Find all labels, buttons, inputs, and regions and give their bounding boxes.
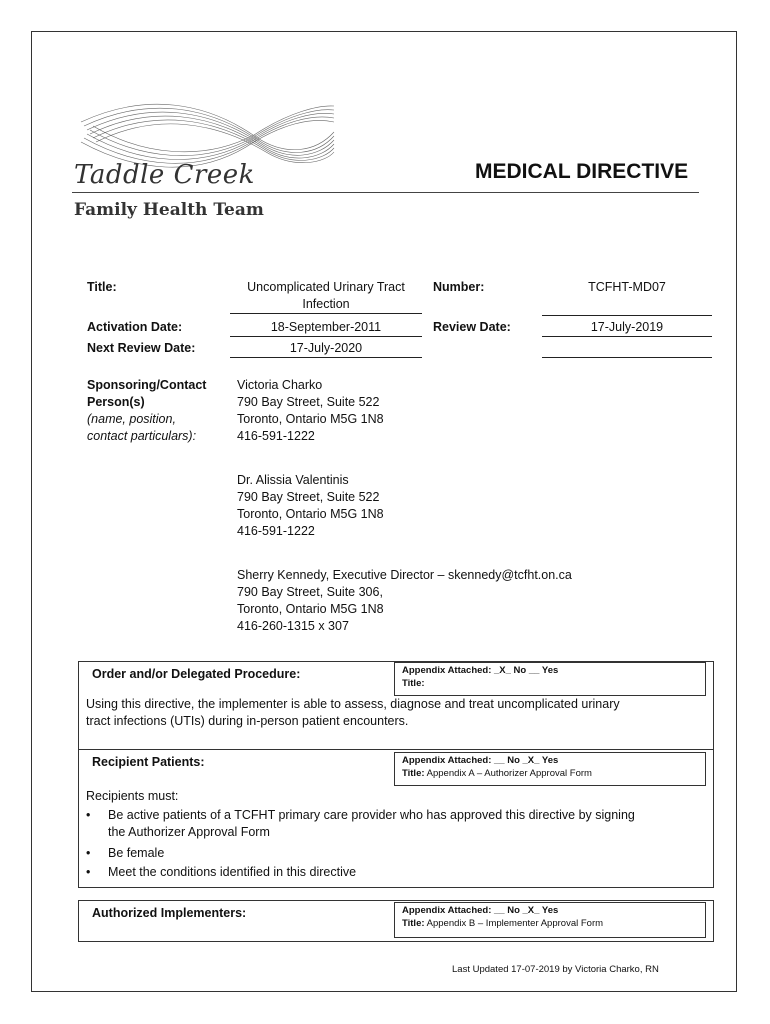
contact-line: 790 Bay Street, Suite 522 [237,490,380,504]
implementers-appendix-title-label: Title: [402,918,425,929]
contact-line: Victoria Charko [237,378,323,392]
order-appendix-box [394,662,706,696]
org-name-primary: Taddle Creek [74,160,255,190]
implementers-appendix-title-value: Appendix B – Implementer Approval Form [426,918,604,929]
bullet-text: the Authorizer Approval Form [108,825,270,839]
contact-block-1 [237,377,384,445]
activation-date-label: Activation Date: [87,320,183,334]
order-body-line1: Using this directive, the implementer is able to assess, diagnose and treat uncomplicated urinary [86,697,620,711]
implementers-appendix-box [394,902,706,938]
recipient-intro: Recipients must: [86,789,179,803]
next-review-date-label: Next Review Date: [87,341,196,355]
sponsor-label-line4: contact particulars): [87,429,197,443]
sponsor-label-line2: Person(s) [87,395,145,409]
recipient-bullet-3: Meet the conditions identified in this directive [108,865,357,879]
contact-line: 790 Bay Street, Suite 306, [237,585,383,599]
title-value [230,279,422,314]
number-label: Number: [433,280,485,294]
title-label: Title: [87,280,117,294]
title-value-line2: Infection [302,297,350,311]
footer-last-updated: Last Updated 17-07-2019 by Victoria Charko, RN [452,964,659,975]
review-date-value: 17-July-2019 [542,319,712,337]
activation-date-value: 18-September-2011 [230,319,422,337]
contact-line: Toronto, Ontario M5G 1N8 [237,602,384,616]
contact-line: Toronto, Ontario M5G 1N8 [237,507,384,521]
recipient-bullet-1 [108,807,708,841]
implementers-appendix-line: Appendix Attached: __ No _X_ Yes [402,905,559,916]
recipient-appendix-title-label: Title: [402,768,425,779]
next-review-date-value: 17-July-2020 [230,340,422,358]
recipient-heading: Recipient Patients: [92,755,205,769]
contact-line: 416-260-1315 x 307 [237,619,349,633]
contact-line: 416-591-1222 [237,429,315,443]
bullet-text: Be active patients of a TCFHT primary care provider who has approved this directive by signing [108,808,635,822]
sponsor-label [87,377,206,445]
blank-line [542,357,712,358]
contact-line: 790 Bay Street, Suite 522 [237,395,380,409]
sponsor-label-line3: (name, position, [87,412,176,426]
contact-block-3 [237,567,572,635]
order-appendix-title-label: Title: [402,678,425,689]
bullet-icon: • [86,808,91,822]
order-heading: Order and/or Delegated Procedure: [92,667,301,681]
order-appendix-line: Appendix Attached: _X_ No __ Yes [402,665,559,676]
contact-line: 416-591-1222 [237,524,315,538]
recipient-bullet-2: Be female [108,846,165,860]
title-value-line1: Uncomplicated Urinary Tract [247,280,405,294]
bullet-icon: • [86,846,91,860]
header-divider [72,192,699,193]
recipient-appendix-title-value: Appendix A – Authorizer Approval Form [426,768,592,779]
document-page [31,31,737,992]
org-name-secondary: Family Health Team [74,200,264,220]
order-body [86,696,711,730]
contact-block-2 [237,472,384,540]
recipient-appendix-line: Appendix Attached: __ No _X_ Yes [402,755,559,766]
sponsor-label-line1: Sponsoring/Contact [87,378,207,392]
number-value [542,279,712,316]
review-date-label: Review Date: [433,320,511,334]
contact-line: Sherry Kennedy, Executive Director – skennedy@tcfht.on.ca [237,568,572,582]
bullet-icon: • [86,865,91,879]
order-body-line2: tract infections (UTIs) during in-person patient encounters. [86,714,409,728]
contact-line: Dr. Alissia Valentinis [237,473,349,487]
recipient-appendix-box [394,752,706,786]
document-type-title: MEDICAL DIRECTIVE [475,160,689,183]
implementers-heading: Authorized Implementers: [92,906,247,920]
contact-line: Toronto, Ontario M5G 1N8 [237,412,384,426]
number-value-text: TCFHT-MD07 [588,280,666,294]
